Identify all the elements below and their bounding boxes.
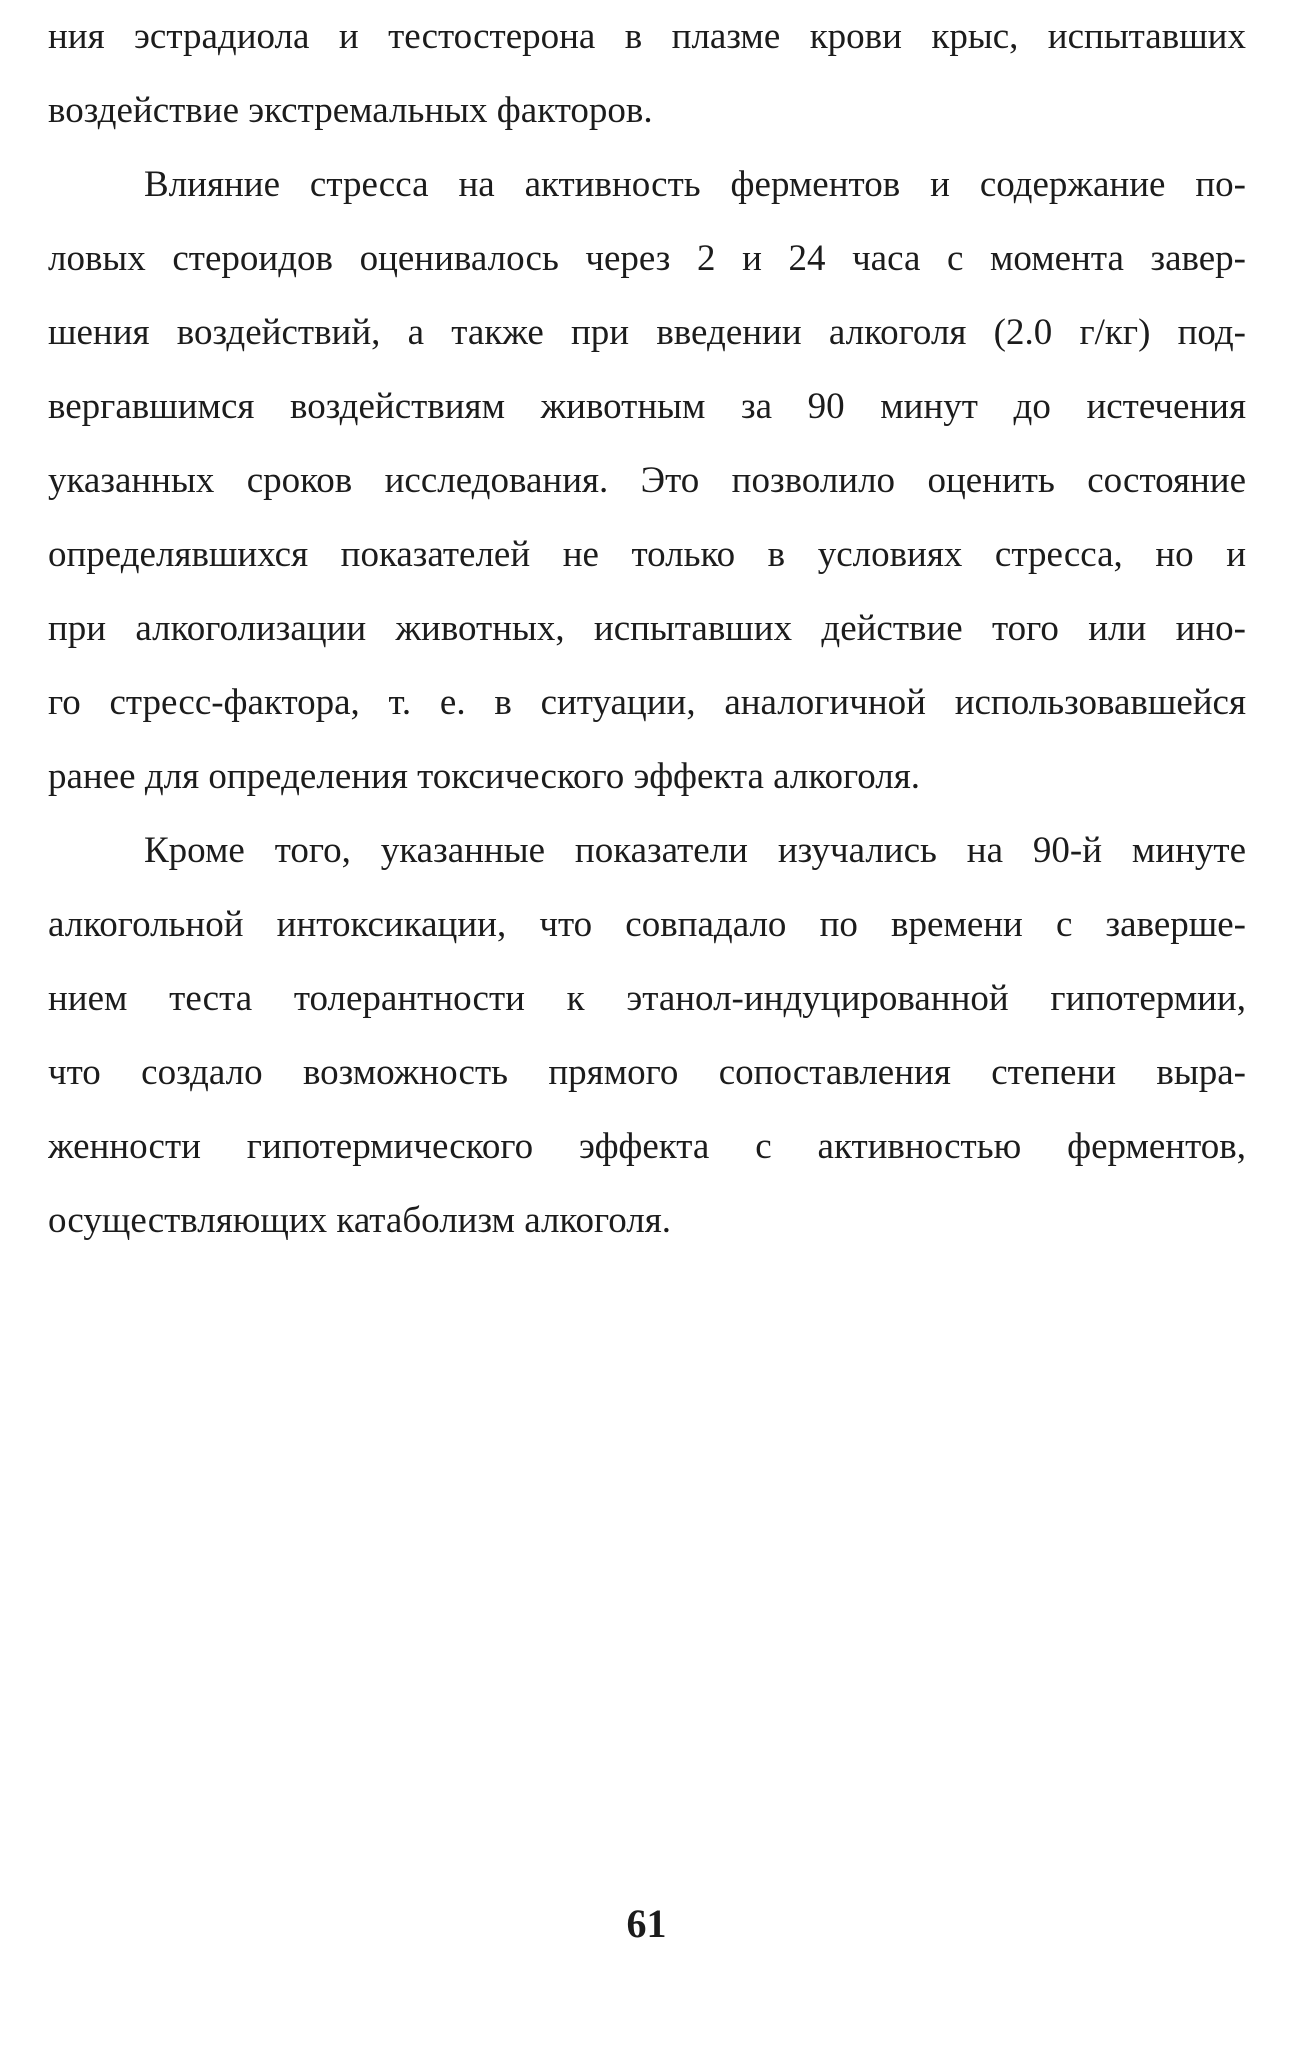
text-line: ловых стероидов оценивалось через 2 и 24 часа с момента завер- [48,238,1246,279]
text-line: определявшихся показателей не только в условиях стресса, но и [48,534,1246,575]
text-line: при алкоголизации животных, испытавших действие того или ино- [48,608,1246,649]
text-line: алкогольной интоксикации, что совпадало по времени с заверше- [48,904,1246,945]
text-line: нием теста толерантности к этанол-индуцированной гипотермии, [48,978,1246,1019]
text-line: Кроме того, указанные показатели изучались на 90-й минуте [144,830,1246,871]
text-line: женности гипотермического эффекта с активностью ферментов, [48,1126,1246,1167]
paragraph-2 [48,148,1246,814]
text-line: го стресс-фактора, т. е. в ситуации, аналогичной использовавшейся [48,682,1246,723]
page-number: 61 [626,1901,667,1946]
text-line: вергавшимся воздействиям животным за 90 минут до истечения [48,386,1246,427]
text-line: ранее для определения токсического эффекта алкоголя. [48,756,920,797]
text-line: что создало возможность прямого сопоставления степени выра- [48,1052,1246,1093]
paragraph-3 [48,814,1246,1258]
text-line: Влияние стресса на активность ферментов и содержание по- [144,164,1246,205]
text-line: указанных сроков исследования. Это позволило оценить состояние [48,460,1246,501]
text-line: осуществляющих катаболизм алкоголя. [48,1200,672,1241]
text-line: ния эстрадиола и тестостерона в плазме крови крыс, испытавших [48,16,1246,57]
paragraph-1 [48,0,1246,148]
text-line: шения воздействий, а также при введении алкоголя (2.0 г/кг) под- [48,312,1246,353]
page-body [48,0,1246,1258]
text-line: воздействие экстремальных факторов. [48,90,653,131]
